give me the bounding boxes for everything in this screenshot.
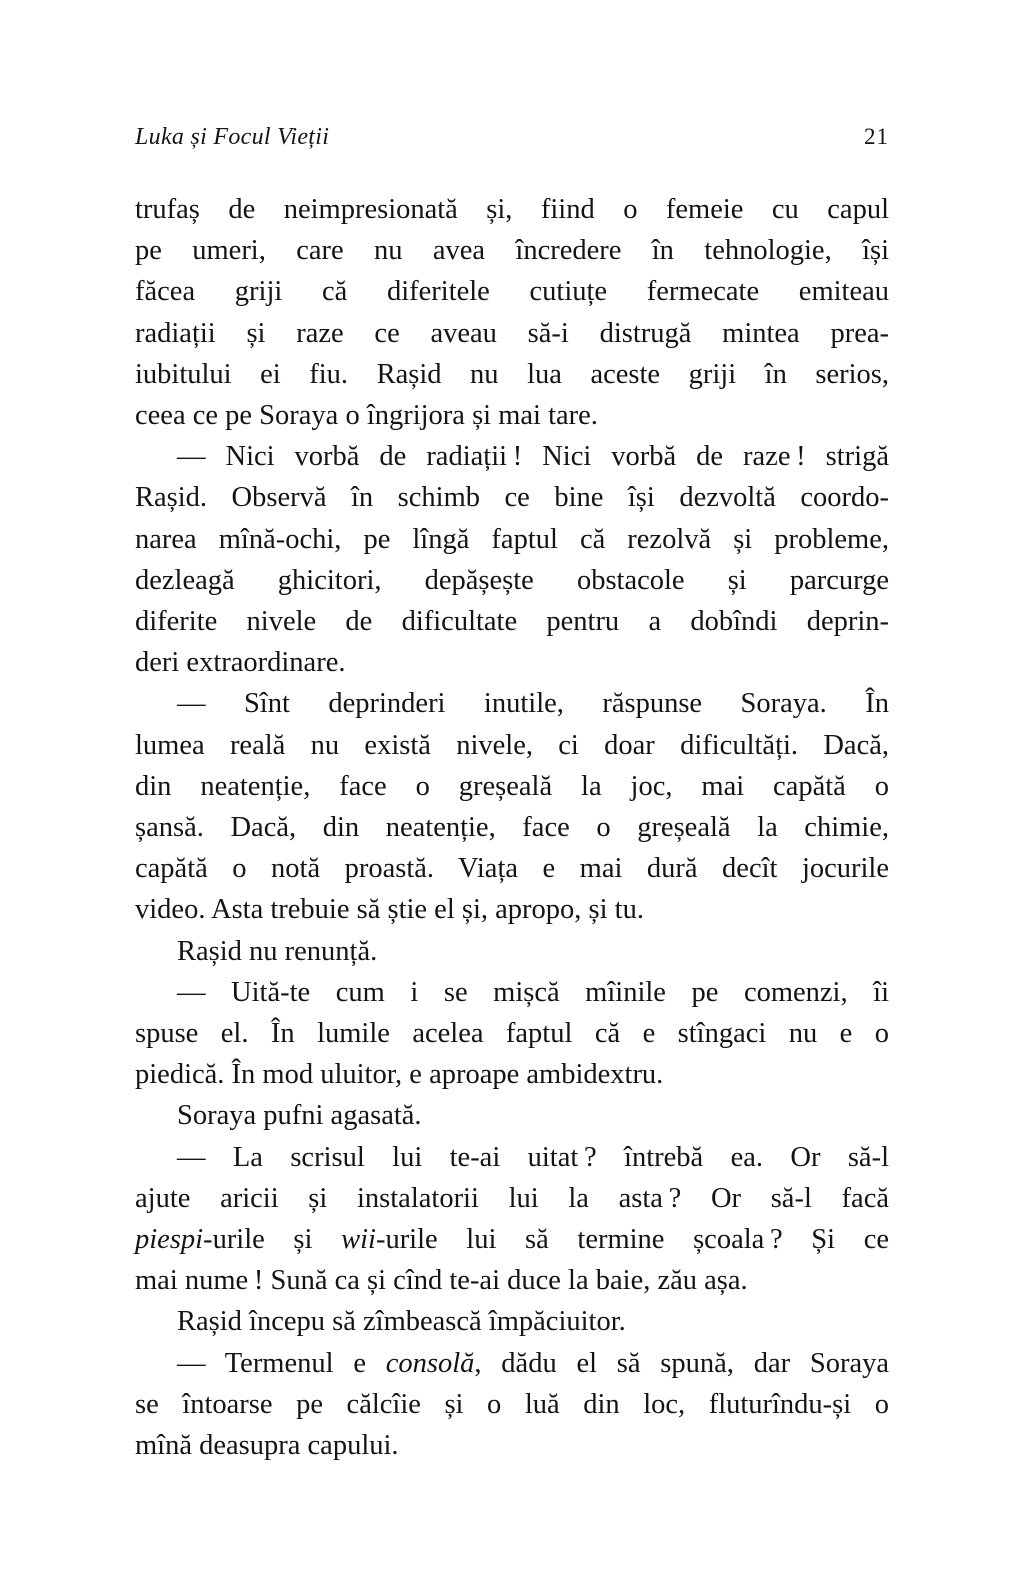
book-title: Luka și Focul Vieții <box>135 124 330 150</box>
text-line <box>135 1343 889 1384</box>
text-line: piedică. În mod uluitor, e aproape ambidextru. <box>135 1059 664 1091</box>
text-line: — La scrisul lui te-ai uitat ? întrebă ea. Or să-l <box>177 1141 889 1173</box>
text-line: dezleagă ghicitori, depășește obstacole și parcurge <box>135 564 889 596</box>
text-line: — Nici vorbă de radiații ! Nici vorbă de raze ! strigă <box>177 441 889 473</box>
text-segment: -urile și <box>203 1224 342 1256</box>
text-line: Rașid nu renunță. <box>177 935 378 967</box>
italic-text: piespi <box>135 1224 204 1256</box>
text-line: ajute aricii și instalatorii lui la asta ? Or să-l facă <box>135 1182 889 1214</box>
text-segment: , dădu el să spună, dar Soraya <box>474 1347 889 1379</box>
text-line: — Uită-te cum i se mișcă mîinile pe comenzi, îi <box>177 976 889 1008</box>
text-line: iubitului ei fiu. Rașid nu lua aceste griji în serios, <box>135 358 889 390</box>
text-line: trufaș de neimpresionată și, fiind o femeie cu capul <box>135 194 889 225</box>
italic-text: wii <box>341 1224 376 1256</box>
text-line: Rașid începu să zîmbească împăciuitor. <box>177 1306 626 1338</box>
text-line: ceea ce pe Soraya o îngrijora și mai tare. <box>135 400 598 432</box>
text-line: deri extraordinare. <box>135 647 346 679</box>
text-line: radiații și raze ce aveau să-i distrugă mintea prea- <box>135 317 889 349</box>
text-line: mînă deasupra capului. <box>135 1430 399 1462</box>
text-line: Rașid. Observă în schimb ce bine își dezvoltă coordo- <box>135 482 889 514</box>
text-line: — Sînt deprinderi inutile, răspunse Soraya. În <box>177 688 889 720</box>
text-line: narea mînă-ochi, pe lîngă faptul că rezolvă și probleme, <box>135 523 889 555</box>
page-number: 21 <box>864 124 889 149</box>
italic-text: consolă <box>385 1347 475 1379</box>
text-line: spuse el. În lumile acelea faptul că e stîngaci nu e o <box>135 1018 889 1050</box>
text-segment: -urile lui să termine școala ? Și ce <box>375 1224 889 1256</box>
text-line: Soraya pufni agasată. <box>177 1100 422 1132</box>
text-line: din neatenție, face o greșeală la joc, mai capătă o <box>135 770 889 802</box>
text-line <box>135 1219 889 1260</box>
text-line: lumea reală nu există nivele, ci doar dificultăți. Dacă, <box>135 729 889 761</box>
text-line: diferite nivele de dificultate pentru a dobîndi deprin- <box>135 606 889 638</box>
text-line: făcea griji că diferitele cutiuțe fermecate emiteau <box>135 276 889 308</box>
text-line: pe umeri, care nu avea încredere în tehnologie, își <box>135 235 889 267</box>
running-header <box>135 124 889 151</box>
text-line: video. Asta trebuie să știe el și, apropo, și tu. <box>135 894 644 926</box>
text-line: șansă. Dacă, din neatenție, face o greșeală la chimie, <box>135 812 889 844</box>
text-line: mai nume ! Sună ca și cînd te-ai duce la baie, zău așa. <box>135 1265 748 1297</box>
text-block <box>135 189 889 1466</box>
text-line: se întoarse pe călcîie și o luă din loc, fluturîndu-și o <box>135 1388 889 1420</box>
text-segment: — Termenul e <box>177 1347 386 1379</box>
text-line: capătă o notă proastă. Viața e mai dură decît jocurile <box>135 853 889 885</box>
